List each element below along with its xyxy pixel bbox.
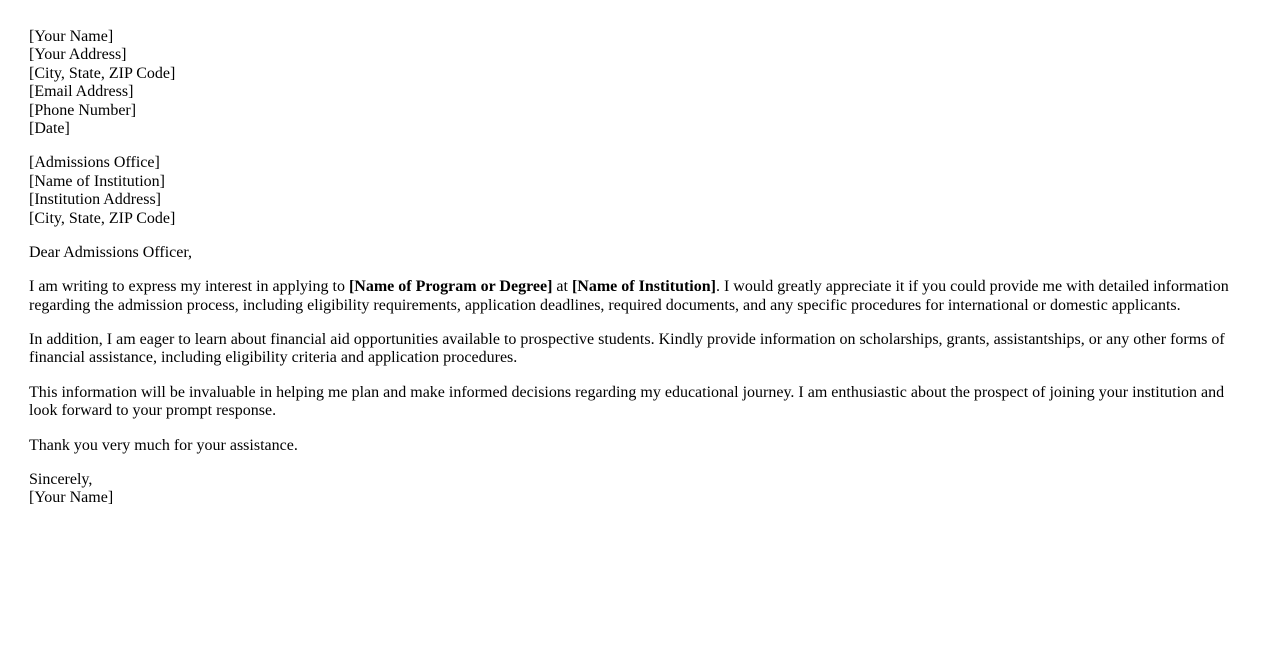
institution-placeholder: [Name of Institution] (571, 278, 716, 296)
sender-address-block (29, 28, 1250, 138)
recipient-city-state-zip: [City, State, ZIP Code] (29, 209, 176, 227)
salutation: Dear Admissions Officer, (29, 243, 193, 261)
recipient-office: [Admissions Office] (29, 154, 160, 172)
sender-name: [Your Name] (29, 28, 114, 45)
signature-block (29, 471, 1250, 508)
paragraph-financial-aid: In addition, I am eager to learn about financial aid opportunities available to prospective students. Kindly provide information on scholarships, grants, assistantships, or any other forms of financial assistance, including eligibility criteria and application procedures. (29, 331, 1225, 367)
paragraph-1-text-3: . I would greatly appreciate it if you could provide me with detailed information regarding the admission process, including eligibility requirements, application deadlines, required documents, and any specific procedures for international or domestic applicants. (29, 278, 1229, 314)
paragraph-program-inquiry (29, 278, 1250, 315)
recipient-institution: [Name of Institution] (29, 172, 165, 190)
sender-email: [Email Address] (29, 83, 134, 101)
signoff: Sincerely, (29, 471, 93, 489)
letter-date: [Date] (29, 119, 70, 137)
paragraph-thanks: Thank you very much for your assistance. (29, 436, 298, 454)
recipient-address-block (29, 154, 1250, 228)
paragraph-1-text-1: I am writing to express my interest in applying to (29, 278, 349, 296)
sender-city-state-zip: [City, State, ZIP Code] (29, 64, 176, 82)
sender-address: [Your Address] (29, 46, 127, 64)
paragraph-1-text-2: at (552, 278, 572, 296)
sender-phone: [Phone Number] (29, 101, 137, 119)
signature-name: [Your Name] (29, 489, 114, 507)
recipient-address: [Institution Address] (29, 191, 161, 209)
program-placeholder: [Name of Program or Degree] (348, 278, 553, 296)
paragraph-closing-statement: This information will be invaluable in helping me plan and make informed decisions regarding my educational journey. I am enthusiastic about the prospect of joining your institution and look forward to your prompt response. (29, 383, 1225, 420)
